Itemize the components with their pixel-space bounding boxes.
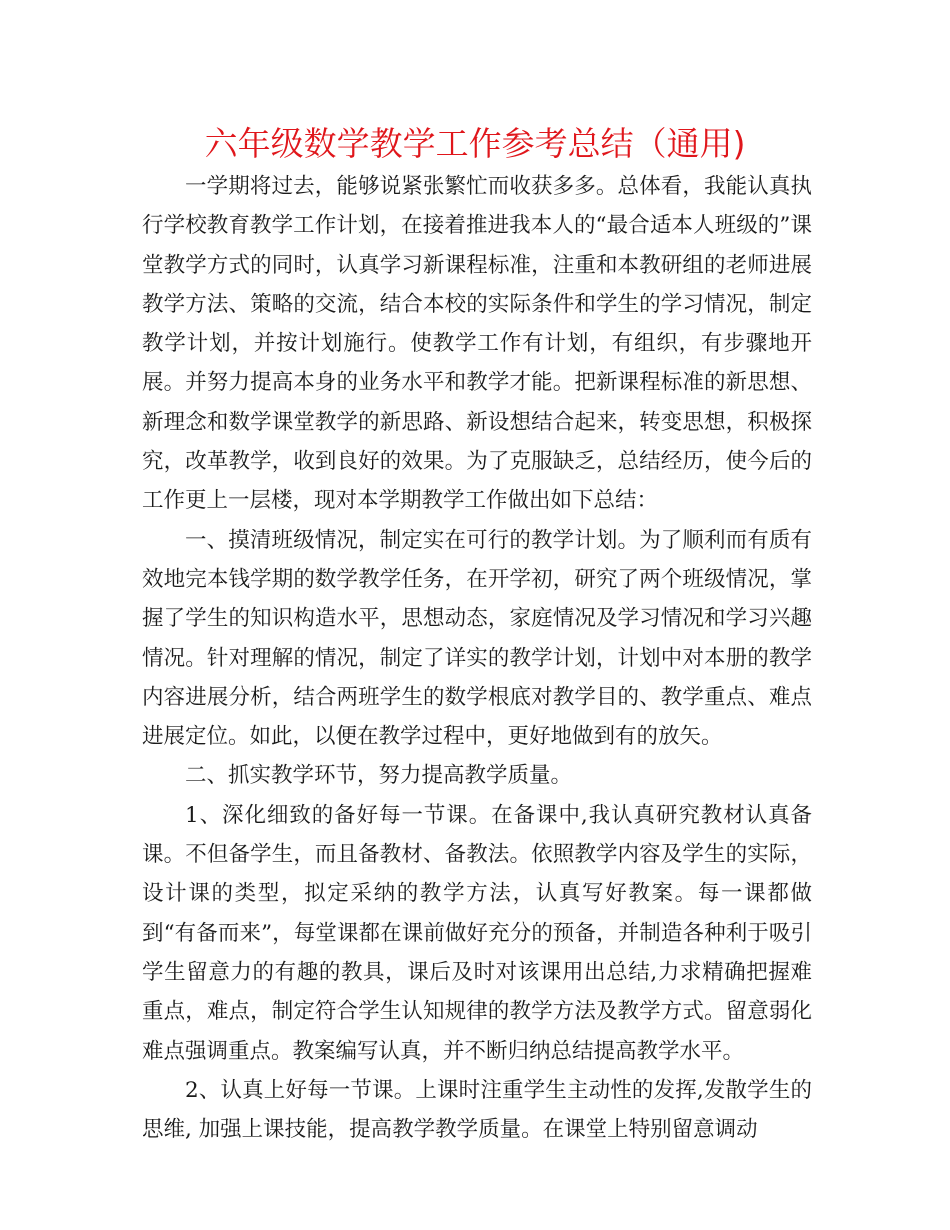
paragraph-section-one: 一、摸清班级情况，制定实在可行的教学计划。为了顺利而有质有效地完本钱学期的数学教学任务，在开学初，研究了两个班级情况，掌握了学生的知识构造水平，思想动态，家庭情况及学习情况和学习兴趣情况。针对理解的情况，制定了详实的教学计划，计划中对本册的教学内容进展分析，结合两班学生的数学根底对教学目的、教学重点、难点进展定位。如此，以便在教学过程中，更好地做到有的放矢。 bbox=[142, 527, 812, 750]
document-body bbox=[142, 167, 812, 1149]
paragraph-item-two: 2、认真上好每一节课。上课时注重学生主动性的发挥,发散学生的思维, 加强上课技能，提高教学教学质量。在课堂上特别留意调动 bbox=[142, 1077, 812, 1143]
document-title: 六年级数学教学工作参考总结（通用) bbox=[204, 124, 746, 163]
paragraph-item-one: 1、深化细致的备好每一节课。在备课中,我认真研究教材认真备课。不但备学生，而且备教材、备教法。依照教学内容及学生的实际，设计课的类型，拟定采纳的教学方法，认真写好教案。每一课都做到“有备而来”，每堂课都在课前做好充分的预备，并制造各种利于吸引学生留意力的有趣的教具，课后及时对该课用出总结,力求精确把握难重点，难点，制定符合学生认知规律的教学方法及教学方式。留意弱化难点强调重点。教案编写认真，并不断归纳总结提高教学水平。 bbox=[142, 802, 812, 1064]
paragraph-section-two-heading: 二、抓实教学环节，努力提高教学质量。 bbox=[185, 763, 573, 789]
paragraph-intro: 一学期将过去，能够说紧张繁忙而收获多多。总体看，我能认真执行学校教育教学工作计划，在接着推进我本人的“最合适本人班级的”课堂教学方式的同时，认真学习新课程标准，注重和本教研组的老师进展教学方法、策略的交流，结合本校的实际条件和学生的学习情况，制定教学计划，并按计划施行。使教学工作有计划，有组织，有步骤地开展。并努力提高本身的业务水平和教学才能。把新课程标准的新思想、新理念和数学课堂教学的新思路、新设想结合起来，转变思想，积极探究，改革教学，收到良好的效果。为了克服缺乏，总结经历，使今后的工作更上一层楼，现对本学期教学工作做出如下总结： bbox=[142, 174, 812, 514]
